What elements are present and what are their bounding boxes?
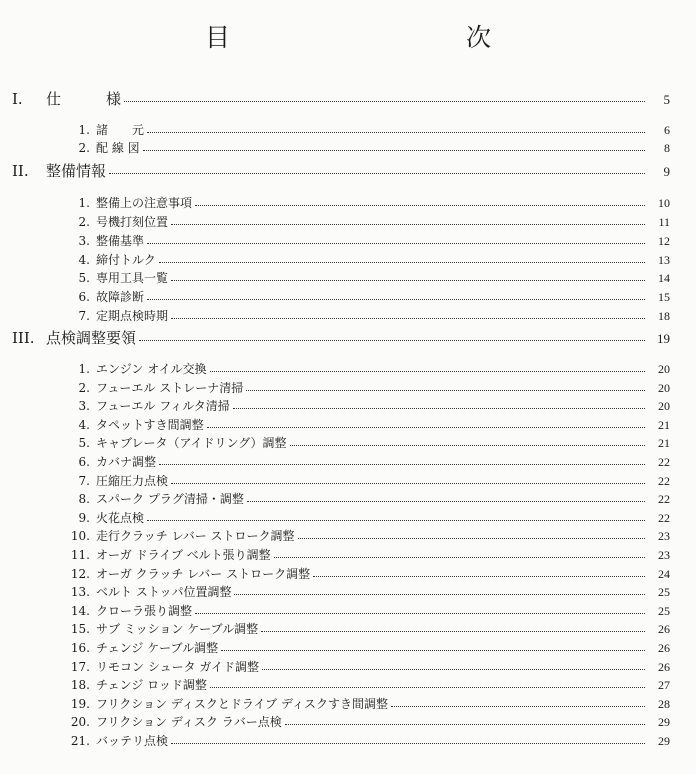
toc-entry-label: 火花点検 xyxy=(96,511,145,525)
section-heading xyxy=(12,160,670,180)
toc-entry-page-number: 26 xyxy=(658,660,670,674)
toc-entry-label: クローラ張り調整 xyxy=(96,604,193,618)
toc-entry-label: キャブレータ（アイドリング）調整 xyxy=(96,436,287,450)
toc-entry-number: 4. xyxy=(78,253,90,267)
toc-entry xyxy=(68,307,670,323)
toc-entry-page-number: 29 xyxy=(658,715,670,729)
toc-entry-page-number: 25 xyxy=(658,585,670,599)
leader-dots xyxy=(139,340,645,341)
section-heading-page-number: 9 xyxy=(663,164,670,179)
toc-entry-page-number: 23 xyxy=(658,548,670,562)
section-heading-number: I. xyxy=(12,90,23,108)
toc-entry-page-number: 22 xyxy=(658,511,670,525)
leader-dots xyxy=(159,464,645,465)
leader-dots xyxy=(262,669,645,670)
toc-entry-label: カバナ調整 xyxy=(96,455,157,469)
toc-entry-label: リモコン シュータ ガイド調整 xyxy=(96,660,260,674)
toc-entry xyxy=(68,602,670,618)
section-heading xyxy=(12,327,670,347)
toc-entry-label: チェンジ ロッド調整 xyxy=(96,678,207,692)
toc-entry xyxy=(68,639,670,655)
toc-entry-page-number: 20 xyxy=(658,381,670,395)
toc-entry-number: 7. xyxy=(78,309,90,323)
leader-dots xyxy=(207,427,645,428)
toc-entry-page-number: 29 xyxy=(658,734,670,748)
toc-entry xyxy=(68,565,670,581)
toc-entry-number: 5. xyxy=(78,271,90,285)
toc-entry xyxy=(68,360,670,376)
leader-dots xyxy=(159,262,645,263)
toc-entry-label: サブ ミッション ケーブル調整 xyxy=(96,622,259,636)
toc-entry xyxy=(68,121,670,137)
toc-entry-page-number: 24 xyxy=(658,567,670,581)
toc-entry-label: 締付トルク xyxy=(96,253,156,267)
toc-entry xyxy=(68,288,670,304)
leader-dots xyxy=(261,631,645,632)
toc-entry-number: 9. xyxy=(78,511,90,525)
toc-entry-label: フューエル ストレーナ清掃 xyxy=(96,381,244,395)
toc-entry xyxy=(68,695,670,711)
toc-entry xyxy=(68,583,670,599)
toc-entry-page-number: 22 xyxy=(658,474,670,488)
leader-dots xyxy=(171,318,645,319)
section-heading-label: 仕 様 xyxy=(46,90,122,108)
leader-dots xyxy=(171,280,645,281)
toc-entry-label: ベルト ストッパ位置調整 xyxy=(96,585,232,599)
toc-entry-page-number: 25 xyxy=(658,604,670,618)
leader-dots xyxy=(246,390,645,391)
leader-dots xyxy=(234,594,645,595)
toc-entry-number: 1. xyxy=(78,362,90,376)
toc-entry-number: 19. xyxy=(70,697,90,711)
toc-entry-label: 整備基準 xyxy=(96,234,145,248)
toc-entry-label: チェンジ ケーブル調整 xyxy=(96,641,219,655)
toc-entry-page-number: 11 xyxy=(658,215,670,229)
toc-entry xyxy=(68,194,670,210)
toc-entry-number: 21. xyxy=(70,734,90,748)
section-heading-number: II. xyxy=(12,162,29,180)
toc-entry-page-number: 26 xyxy=(658,622,670,636)
toc-entry xyxy=(68,658,670,674)
section-heading-label: 整備情報 xyxy=(46,162,107,180)
toc-entry-label: タペットすき間調整 xyxy=(96,418,204,432)
toc-entry-number: 10. xyxy=(70,529,90,543)
toc-entry-number: 5. xyxy=(78,436,90,450)
leader-dots xyxy=(391,706,645,707)
toc-entry-number: 3. xyxy=(78,234,90,248)
toc-entry-page-number: 21 xyxy=(658,436,670,450)
toc-entry-page-number: 14 xyxy=(658,271,670,285)
toc-entry-number: 17. xyxy=(70,660,90,674)
toc-entry-label: オーガ クラッチ レバー ストローク調整 xyxy=(96,567,311,581)
toc-entry xyxy=(68,509,670,525)
toc-entry-page-number: 21 xyxy=(658,418,670,432)
toc-entry-number: 15. xyxy=(70,622,90,636)
leader-dots xyxy=(313,576,645,577)
toc-entry-number: 7. xyxy=(78,474,90,488)
toc-entry-page-number: 22 xyxy=(658,455,670,469)
toc-entry xyxy=(68,397,670,413)
toc-entry-label: 整備上の注意事項 xyxy=(96,196,193,210)
toc-entry xyxy=(68,269,670,285)
toc-entry xyxy=(68,546,670,562)
toc-entry xyxy=(68,732,670,748)
leader-dots xyxy=(221,650,645,651)
leader-dots xyxy=(171,743,645,744)
section-heading-number: III. xyxy=(12,329,35,347)
toc-entry-number: 12. xyxy=(70,567,90,581)
toc-entry-page-number: 10 xyxy=(658,196,670,210)
leader-dots xyxy=(298,538,645,539)
leader-dots xyxy=(247,501,645,502)
toc-entry-label: エンジン オイル交換 xyxy=(96,362,207,376)
toc-entry-label: 配 線 図 xyxy=(96,141,140,155)
leader-dots xyxy=(147,132,645,133)
toc-entry xyxy=(68,434,670,450)
toc-entry xyxy=(68,416,670,432)
toc-entry-page-number: 13 xyxy=(658,253,670,267)
toc-entry xyxy=(68,620,670,636)
leader-dots xyxy=(147,243,645,244)
toc-entry-number: 16. xyxy=(70,641,90,655)
toc-entry-number: 20. xyxy=(70,715,90,729)
leader-dots xyxy=(233,408,645,409)
toc-entry-number: 3. xyxy=(78,399,90,413)
leader-dots xyxy=(171,224,645,225)
leader-dots xyxy=(210,371,645,372)
leader-dots xyxy=(285,724,645,725)
toc-entry-page-number: 26 xyxy=(658,641,670,655)
toc-entry xyxy=(68,527,670,543)
leader-dots xyxy=(290,445,645,446)
toc-entry-number: 11. xyxy=(70,548,90,562)
leader-dots xyxy=(147,520,645,521)
toc-entry-number: 6. xyxy=(78,290,90,304)
toc-entry xyxy=(68,379,670,395)
leader-dots xyxy=(124,101,645,102)
leader-dots xyxy=(143,150,645,151)
toc-entry-number: 2. xyxy=(78,141,90,155)
page-title: 目 次 xyxy=(204,23,553,52)
leader-dots xyxy=(147,299,645,300)
section-heading xyxy=(12,88,670,108)
toc-entry-page-number: 20 xyxy=(658,362,670,376)
toc-entry-number: 8. xyxy=(78,492,90,506)
toc-entry-label: 諸 元 xyxy=(96,123,145,137)
toc-entry-page-number: 15 xyxy=(658,290,670,304)
toc-entry-page-number: 8 xyxy=(664,141,670,155)
toc-entry xyxy=(68,139,670,155)
toc-entry-page-number: 20 xyxy=(658,399,670,413)
section-heading-page-number: 5 xyxy=(663,92,670,107)
toc-entry xyxy=(68,676,670,692)
leader-dots xyxy=(171,483,645,484)
toc-entry-page-number: 23 xyxy=(658,529,670,543)
leader-dots xyxy=(274,557,645,558)
toc-entry-number: 4. xyxy=(78,418,90,432)
toc-entry-page-number: 12 xyxy=(658,234,670,248)
toc-entry xyxy=(68,472,670,488)
toc-entry-number: 6. xyxy=(78,455,90,469)
section-heading-label: 点検調整要領 xyxy=(46,329,137,347)
toc-entry xyxy=(68,213,670,229)
toc-entry-page-number: 18 xyxy=(658,309,670,323)
toc-entry-number: 13. xyxy=(70,585,90,599)
toc-entry-page-number: 27 xyxy=(658,678,670,692)
toc-entry xyxy=(68,453,670,469)
toc-entry-label: 故障診断 xyxy=(96,290,145,304)
toc-entry xyxy=(68,713,670,729)
toc-entry-page-number: 22 xyxy=(658,492,670,506)
toc-entry xyxy=(68,232,670,248)
toc-entry-number: 2. xyxy=(78,215,90,229)
toc-entry-label: 走行クラッチ レバー ストローク調整 xyxy=(96,529,295,543)
section-heading-page-number: 19 xyxy=(657,331,670,346)
leader-dots xyxy=(195,613,645,614)
toc-entry-page-number: 28 xyxy=(658,697,670,711)
toc-entry-label: スパーク プラグ清掃・調整 xyxy=(96,492,244,506)
toc-entry-label: 圧縮圧力点検 xyxy=(96,474,169,488)
toc-entry-number: 1. xyxy=(78,196,90,210)
toc-entry-label: フリクション ディスクとドライブ ディスクすき間調整 xyxy=(96,697,389,711)
toc-entry-number: 14. xyxy=(70,604,90,618)
toc-entry-page-number: 6 xyxy=(664,123,670,137)
toc-entry xyxy=(68,251,670,267)
toc-entry-label: バッテリ点検 xyxy=(96,734,169,748)
toc-entry xyxy=(68,490,670,506)
leader-dots xyxy=(195,205,645,206)
toc-entry-label: オーガ ドライブ ベルト張り調整 xyxy=(96,548,271,562)
toc-entry-label: 号機打刻位置 xyxy=(96,215,169,229)
toc-entry-number: 18. xyxy=(70,678,90,692)
toc-entry-number: 1. xyxy=(78,123,90,137)
toc-entry-label: 定期点検時期 xyxy=(96,309,169,323)
leader-dots xyxy=(210,687,645,688)
toc-entry-number: 2. xyxy=(78,381,90,395)
toc-entry-label: 専用工具一覧 xyxy=(96,271,169,285)
toc-entry-label: フューエル フィルタ清掃 xyxy=(96,399,230,413)
toc-entry-label: フリクション ディスク ラバー点検 xyxy=(96,715,282,729)
leader-dots xyxy=(109,173,645,174)
